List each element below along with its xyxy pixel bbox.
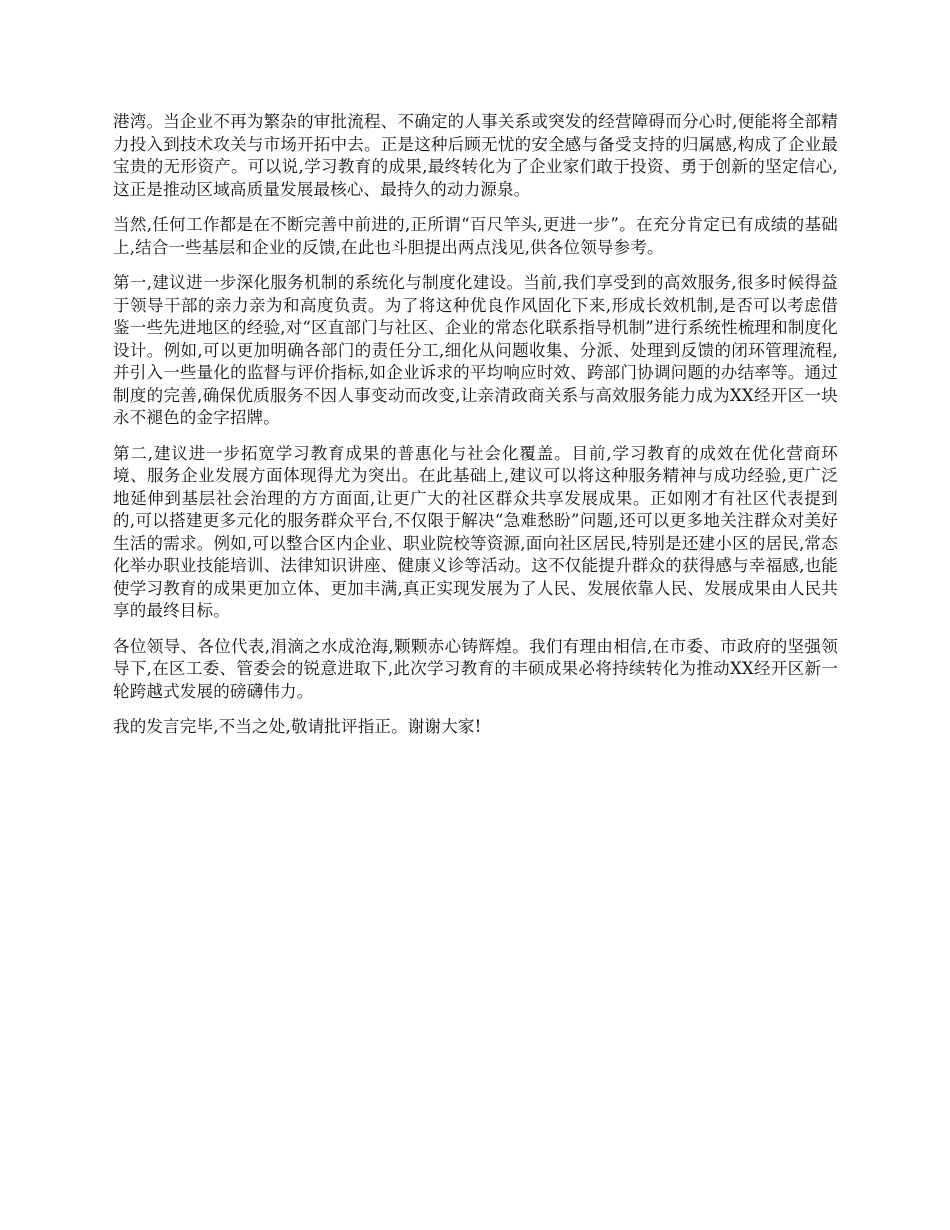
paragraph-3: 第一,建议进一步深化服务机制的系统化与制度化建设。当前,我们享受到的高效服务,很多时候得益于领导干部的亲力亲为和高度负责。为了将这种优良作风固化下来,形成长效机制,是否可以考虑借鉴一些先进地区的经验,对“区直部门与社区、企业的常态化联系指导机制”进行系统性梳理和制度化设计。例如,可以更加明确各部门的责任分工,细化从问题收集、分派、处理到反馈的闭环管理流程,并引入一些量化的监督与评价指标,如企业诉求的平均响应时效、跨部门协调问题的办结率等。通过制度的完善,确保优质服务不因人事变动而改变,让亲清政商关系与高效服务能力成为XX经开区一块永不褪色的金字招牌。	[113, 273, 838, 427]
paragraph-4: 第二,建议进一步拓宽学习教育成果的普惠化与社会化覆盖。目前,学习教育的成效在优化营商环境、服务企业发展方面体现得尤为突出。在此基础上,建议可以将这种服务精神与成功经验,更广泛地延伸到基层社会治理的方方面面,让更广大的社区群众共享发展成果。正如刚才有社区代表提到的,可以搭建更多元化的服务群众平台,不仅限于解决“急难愁盼”问题,还可以更多地关注群众对美好生活的需求。例如,可以整合区内企业、职业院校等资源,面向社区居民,特别是还建小区的居民,常态化举办职业技能培训、法律知识讲座、健康义诊等活动。这不仅能提升群众的获得感与幸福感,也能使学习教育的成果更加立体、更加丰满,真正实现发展为了人民、发展依靠人民、发展成果由人民共享的最终目标。	[113, 443, 838, 620]
paragraph-5: 各位领导、各位代表,涓滴之水成沧海,颗颗赤心铸辉煌。我们有理由相信,在市委、市政府的坚强领导下,在区工委、管委会的锐意进取下,此次学习教育的丰硕成果必将持续转化为推动XX经开区新一轮跨越式发展的磅礴伟力。	[113, 636, 838, 701]
document-body	[113, 111, 838, 752]
paragraph-1: 港湾。当企业不再为繁杂的审批流程、不确定的人事关系或突发的经营障碍而分心时,便能将全部精力投入到技术攻关与市场开拓中去。正是这种后顾无忧的安全感与备受支持的归属感,构成了企业最宝贵的无形资产。可以说,学习教育的成果,最终转化为了企业家们敢于投资、勇于创新的坚定信心,这正是推动区域高质量发展最核心、最持久的动力源泉。	[113, 112, 838, 199]
paragraph-6: 我的发言完毕,不当之处,敬请批评指正。谢谢大家!	[113, 717, 482, 736]
paragraph-2: 当然,任何工作都是在不断完善中前进的,正所谓“百尺竿头,更进一步”。在充分肯定已有成绩的基础上,结合一些基层和企业的反馈,在此也斗胆提出两点浅见,供各位领导参考。	[113, 215, 838, 257]
